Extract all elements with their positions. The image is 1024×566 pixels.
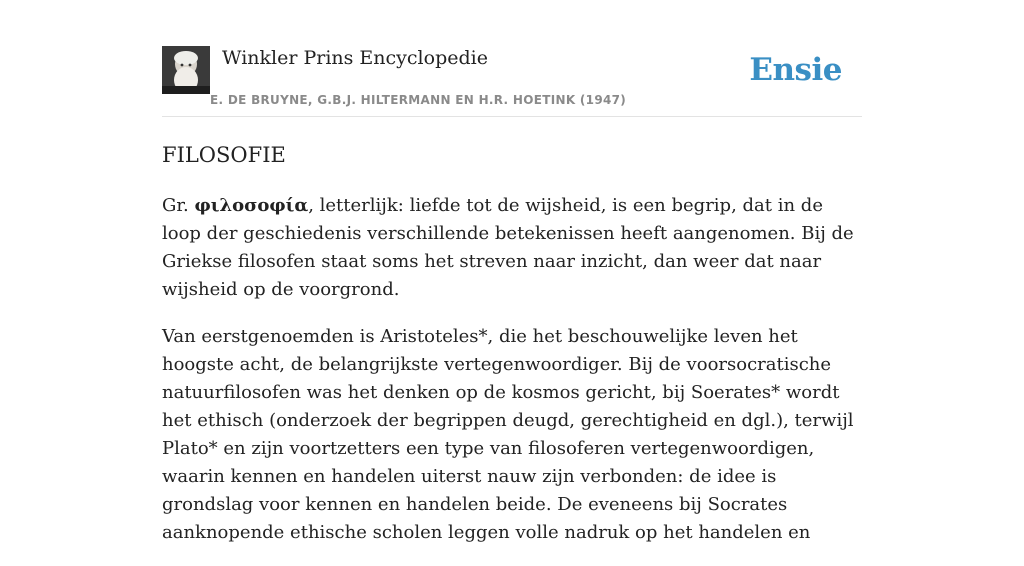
site-title[interactable]: Winkler Prins Encyclopedie xyxy=(222,47,488,69)
paragraph-1-prefix: Gr. xyxy=(162,195,195,216)
author-avatar[interactable] xyxy=(162,46,210,94)
entry-title: FILOSOFIE xyxy=(162,143,286,167)
paragraph-1 xyxy=(162,192,864,304)
ensie-logo-link[interactable]: Ensie xyxy=(749,52,842,88)
article-body xyxy=(162,192,864,566)
paragraph-1-text: , letterlijk: liefde tot de wijsheid, is een begrip, dat in de loop der geschiedenis verschillende betekenissen heeft aangenomen. Bij de Griekse filosofen staat soms het streven naar inzicht, dan weer dat naar wijsheid op de voorgrond. xyxy=(162,195,854,300)
portrait-photo-icon xyxy=(162,46,210,94)
site-header xyxy=(162,46,862,117)
author-credits: E. DE BRUYNE, G.B.J. HILTERMANN EN H.R. HOETINK (1947) xyxy=(210,93,627,107)
greek-term: φιλοσοφία xyxy=(194,195,309,216)
paragraph-2: Van eerstgenoemden is Aristoteles*, die het beschouwelijke leven het hoogste acht, de belangrijkste vertegenwoordiger. Bij de voorsocratische natuurfilosofen was het denken op de kosmos gericht, bij Soerates* wordt het ethisch (onderzoek der begrippen deugd, gerechtigheid en dgl.), terwijl Plato* en zijn voortzetters een type van filosoferen vertegenwoordigen, waarin kennen en handelen uiterst nauw zijn verbonden: de idee is grondslag voor kennen en handelen beide. De eveneens bij Socrates aanknopende ethische scholen leggen volle nadruk op het handelen en xyxy=(162,326,854,543)
